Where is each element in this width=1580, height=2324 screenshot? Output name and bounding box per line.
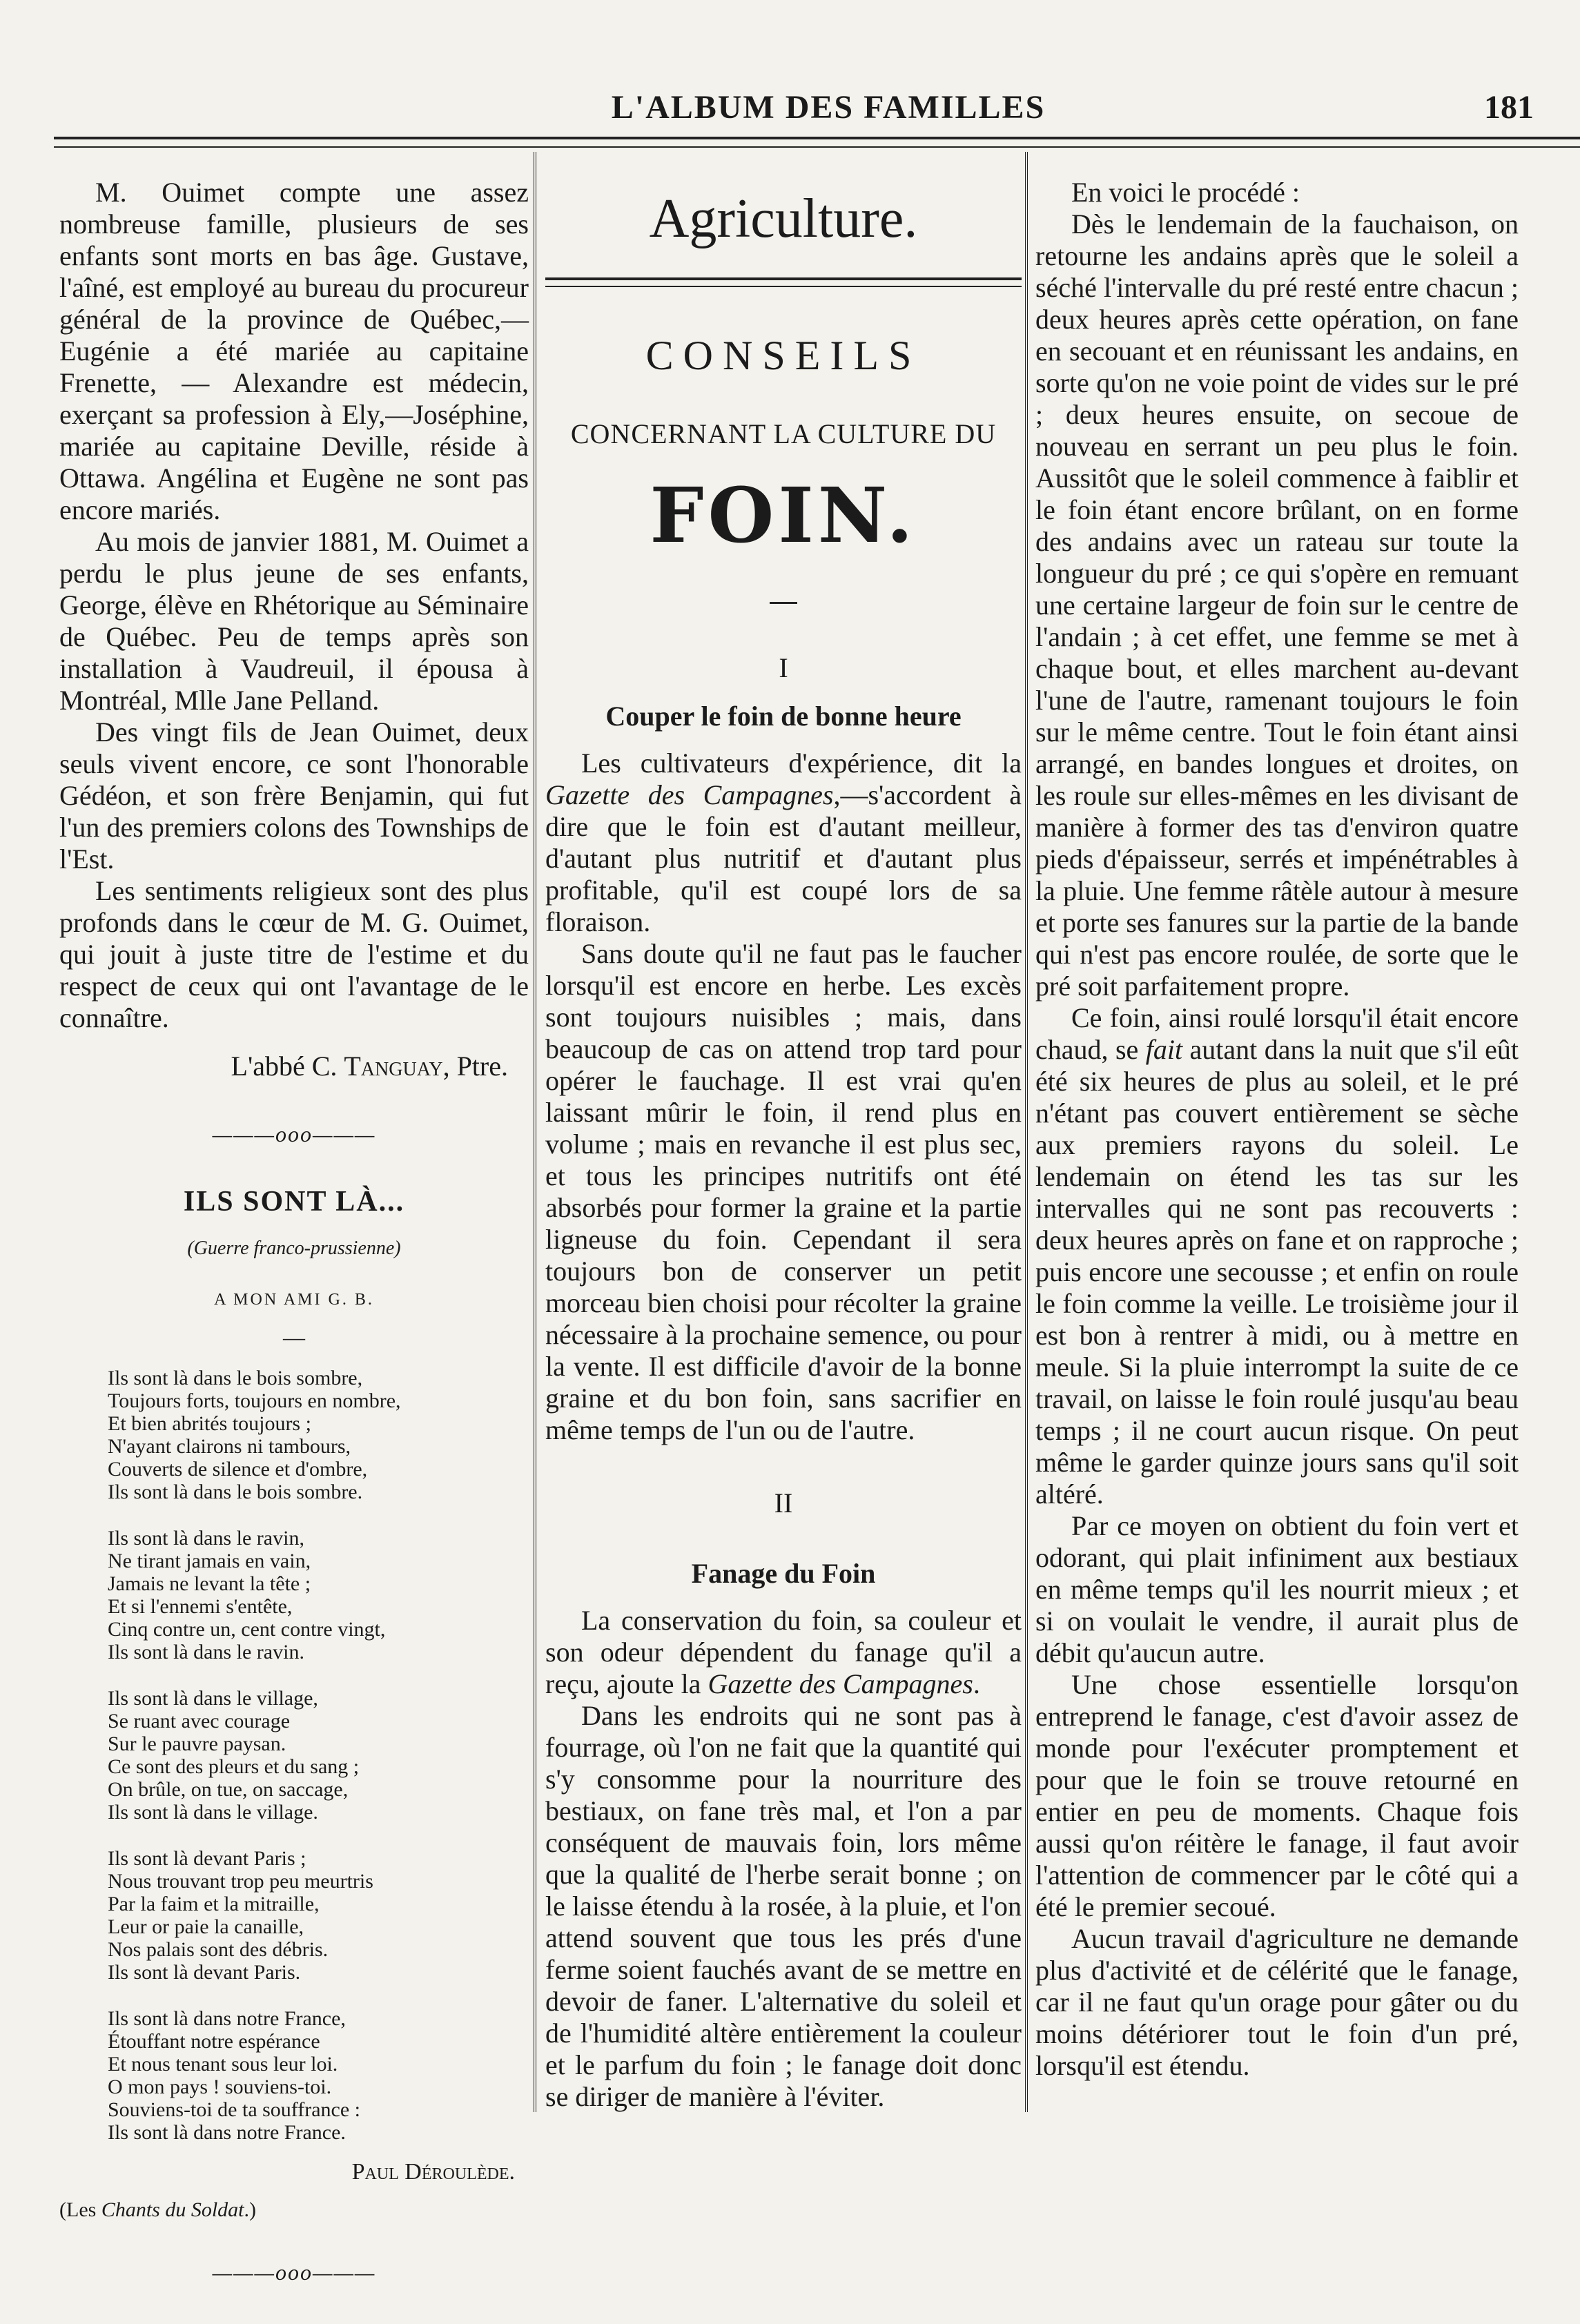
paragraph: En voici le procédé : bbox=[1071, 177, 1300, 208]
signature-prefix: L'abbé C. bbox=[231, 1051, 338, 1082]
poem-subtitle: (Guerre franco-prussienne) bbox=[187, 1238, 401, 1259]
header-rule-thin bbox=[54, 146, 1580, 148]
signature-name: Tanguay bbox=[344, 1051, 443, 1082]
verse: Ils sont là dans le bois sombre. bbox=[108, 1481, 363, 1503]
paragraph-text: Ce foin, ainsi roulé lorsqu'il était encore chaud, se bbox=[1035, 1002, 1519, 1065]
paragraph: Par ce moyen on obtient du foin vert et odorant, qui plait infiniment aux bestiaux en même temps qu'il les nourrit mieux ; et si on voulait le vendre, il aurait plus de débit qu'aucun autre. bbox=[1035, 1510, 1519, 1668]
verse: Ne tirant jamais en vain, bbox=[108, 1550, 311, 1572]
verse: Ce sont des pleurs et du sang ; bbox=[108, 1755, 360, 1778]
verse: Ils sont là devant Paris ; bbox=[108, 1847, 306, 1870]
verse: Ils sont là dans le ravin, bbox=[108, 1527, 304, 1550]
column-3 bbox=[1035, 177, 1519, 2082]
page-number: 181 bbox=[1484, 89, 1534, 126]
verse: Ils sont là devant Paris. bbox=[108, 1961, 301, 1984]
verse: Et nous tenant sous leur loi. bbox=[108, 2053, 338, 2076]
verse: O mon pays ! souviens-toi. bbox=[108, 2076, 332, 2098]
paragraph: Les sentiments religieux sont des plus profonds dans le cœur de M. G. Ouimet, qui jouit à juste titre de l'estime et du respect de ceux qui ont l'avantage de le connaître. bbox=[59, 875, 529, 1033]
paragraph-text: Les cultivateurs d'expérience, dit la bbox=[581, 748, 1022, 779]
stanza bbox=[108, 1687, 529, 1824]
poem-dedication: A MON AMI G. B. bbox=[214, 1291, 374, 1309]
verse: Cinq contre un, cent contre vingt, bbox=[108, 1618, 386, 1641]
paragraph: Dans les endroits qui ne sont pas à fourrage, où l'on ne fait que la quantité qui s'y consomme pour la nourriture des bestiaux, on fane très mal, et l'on a par conséquent de mauvais foin, lors même que la qualité de l'herbe serait bonne ; on le laisse étendu à la rosée, à la pluie, et l'on attend souvent que tous les prés d'une ferme soient fauchés avant de se mettre en devoir de faner. L'alternative du soleil et de l'humidité altère entièrement la couleur et le parfum du foin ; le fanage doit donc se diriger de manière à l'éviter. bbox=[545, 1700, 1022, 2112]
verse: On brûle, on tue, on saccage, bbox=[108, 1778, 349, 1801]
verse: Ils sont là dans le village, bbox=[108, 1687, 318, 1710]
paragraph bbox=[545, 748, 1022, 938]
verse: Couverts de silence et d'ombre, bbox=[108, 1458, 368, 1481]
verse: Et si l'ennemi s'entête, bbox=[108, 1595, 293, 1618]
paragraph-text: . bbox=[973, 1668, 980, 1699]
separator: ———ooo——— bbox=[212, 2260, 376, 2285]
column-1 bbox=[59, 177, 529, 2324]
column-divider-2 bbox=[1025, 152, 1030, 2112]
verse: Nous trouvant trop peu meurtris bbox=[108, 1870, 373, 1893]
verse: Ils sont là dans le village. bbox=[108, 1801, 318, 1824]
poem-source-title: Chants du Soldat bbox=[101, 2198, 244, 2221]
paragraph: M. Ouimet compte une assez nombreuse famille, plusieurs de ses enfants sont morts en bas âge. Gustave, l'aîné, est employé au bureau du procureur général de la province de Québec,—Eugénie a été mariée au capitaine Frenette, — Alexandre est médecin, exerçant sa profession à Ely,—Joséphine, mariée au capitaine Deville, réside à Ottawa. Angélina et Eugène ne sont pas encore mariés. bbox=[59, 177, 529, 525]
section-title: Agriculture. bbox=[649, 188, 918, 249]
verse: Et bien abrités toujours ; bbox=[108, 1412, 311, 1435]
verse: Nos palais sont des débris. bbox=[108, 1938, 329, 1961]
paragraph-text: La conservation du foin, sa couleur et son odeur dépendent du fanage qu'il a reçu, ajoute la bbox=[545, 1605, 1022, 1699]
paragraph bbox=[1035, 1002, 1519, 1510]
poem-author bbox=[59, 2156, 515, 2189]
verse: Ils sont là dans notre France, bbox=[108, 2007, 346, 2030]
paragraph: Des vingt fils de Jean Ouimet, deux seuls vivent encore, ce sont l'honorable Gédéon, et son frère Benjamin, qui fut l'un des premiers colons des Townships de l'Est. bbox=[59, 716, 529, 875]
part-heading: Fanage du Foin bbox=[691, 1558, 876, 1589]
signature-suffix: , Ptre. bbox=[442, 1051, 508, 1082]
column-divider-1 bbox=[534, 152, 538, 2112]
part-heading: Couper le foin de bonne heure bbox=[605, 701, 962, 732]
stanza bbox=[108, 2007, 529, 2144]
paragraph-text: ,—s'accordent à dire que le foin est d'autant meilleur, d'autant plus nutritif et d'autant plus profitable, qu'il est coupé lors de sa floraison. bbox=[545, 779, 1022, 937]
section-rule bbox=[545, 277, 1022, 280]
verse: Ils sont là dans le bois sombre, bbox=[108, 1367, 363, 1389]
article-title: CONSEILS bbox=[645, 333, 921, 378]
paragraph-text: autant dans la nuit que s'il eût été six heures de plus au soleil, et le pré n'étant pas couvert entièrement se sèche aux premiers rayons du soleil. Le lendemain on étend les tas sur les intervalles qui ne sont pas recouverts : deux heures après on fane et on rapproche ; puis encore une secousse ; et enfin on roule le foin comme la veille. Le troisième jour il est bon à rentrer à midi, ou à mettre en meule. Si la pluie interrompt la suite de ce travail, on laisse le foin roulé jusqu'au beau temps ; il ne court aucun risque. On peut même le garder quinze jours sans qu'il soit altéré. bbox=[1035, 1034, 1519, 1510]
article-signature bbox=[59, 1051, 508, 1082]
journal-title: Gazette des Campagnes bbox=[545, 779, 834, 810]
stanza bbox=[108, 1847, 529, 1984]
poem bbox=[108, 1367, 529, 2144]
header-rule bbox=[54, 137, 1580, 139]
verse: Par la faim et la mitraille, bbox=[108, 1893, 320, 1915]
paragraph: Une chose essentielle lorsqu'on entreprend le fanage, c'est d'avoir assez de monde pour l'exécuter promptement et pour que le foin se trouve retourné en entier en peu de moments. Chaque fois aussi qu'on réitère le fanage, il faut avoir l'attention de commencer par le côté qui a été le premier secoué. bbox=[1035, 1669, 1519, 1922]
poem-title: ILS SONT LÀ... bbox=[183, 1186, 405, 1218]
verse: Ils sont là dans notre France. bbox=[108, 2121, 346, 2144]
paragraph: Sans doute qu'il ne faut pas le faucher lorsqu'il est encore en herbe. Les excès sont toujours nuisibles ; mais, dans beaucoup de cas on attend trop tard pour opérer le fauchage. Il est vrai qu'en laissant mûrir le foin, il rend plus en volume ; mais en revanche il est plus sec, et tous les principes nutritifs ont été absorbés pour former la graine et la partie ligneuse du foin. Cependant il sera toujours bon de conserver un petit morceau bien choisi pour récolter la graine nécessaire à la prochaine semence, ou pour la vente. Il est difficile d'avoir de la bonne graine et du bon foin, sans sacrifier en même temps de l'un ou de l'autre. bbox=[545, 938, 1022, 1445]
part-numeral: I bbox=[779, 652, 788, 683]
verse: Jamais ne levant la tête ; bbox=[108, 1572, 311, 1595]
emphasis: fait bbox=[1145, 1034, 1183, 1065]
verse: Se ruant avec courage bbox=[108, 1710, 291, 1732]
column-2 bbox=[545, 177, 1022, 2113]
journal-title: Gazette des Campagnes bbox=[708, 1668, 973, 1699]
separator: ———ooo——— bbox=[212, 1122, 376, 1146]
article-subtitle: CONCERNANT LA CULTURE DU bbox=[570, 418, 997, 449]
poem-source-open: (Les bbox=[59, 2198, 101, 2221]
verse: Ils sont là dans le ravin. bbox=[108, 1641, 304, 1663]
verse: Toujours forts, toujours en nombre, bbox=[108, 1389, 401, 1412]
paragraph: Au mois de janvier 1881, M. Ouimet a perdu le plus jeune de ses enfants, George, élève en Rhétorique au Séminaire de Québec. Peu de temps après son installation à Vaudreuil, il épousa à Montréal, Mlle Jane Pelland. bbox=[59, 526, 529, 716]
verse: N'ayant clairons ni tambours, bbox=[108, 1435, 351, 1458]
verse: Souviens-toi de ta souffrance : bbox=[108, 2098, 361, 2121]
part-numeral: II bbox=[774, 1487, 793, 1519]
verse: Étouffant notre espérance bbox=[108, 2030, 320, 2053]
verse: Sur le pauvre paysan. bbox=[108, 1732, 286, 1755]
section-rule-thin bbox=[545, 286, 1022, 287]
poem-source bbox=[59, 2194, 529, 2226]
article-title-word: FOIN. bbox=[650, 471, 917, 560]
poem-dash: — bbox=[283, 1325, 305, 1349]
verse: Leur or paie la canaille, bbox=[108, 1915, 304, 1938]
paragraph: Dès le lendemain de la fauchaison, on retourne les andains après que le soleil a séché l'intervalle du pré resté entre chacun ; deux heures après cette opération, on fane en secouant et en réunissant les andains, en sorte qu'on ne voie point de vides sur le pré ; deux heures ensuite, on secoue de nouveau en serrant un peu plus le foin. Aussitôt que le soleil commence à faiblir et le foin étant encore brûlant, on en forme des andains avec un rateau sur toute la longueur du pré ; ce qui s'opère en remuant une certaine largeur de foin sur le centre de l'andain ; à cet effet, une femme se met à chaque bout, et elles marchent au-devant l'une de l'autre, ramenant toujours le foin sur le même centre. Tout le foin étant ainsi arrangé, en bandes longues et droites, on les roule sur elles-mêmes en les divisant de manière à former des tas d'environ quatre pieds d'épaisseur, serrés et impénétrables à la pluie. Une femme râtèle autour à mesure et porte ses fanures sur la partie de la bande qui n'est pas encore roulée, de sorte que le pré soit parfaitement propre. bbox=[1035, 208, 1519, 1002]
poem-source-close: .) bbox=[244, 2198, 257, 2221]
paragraph: Aucun travail d'agriculture ne demande plus d'activité et de célérité que le fanage, car il ne faut qu'un orage pour gâter ou du moins détériorer tout le foin d'un pré, lorsqu'il est étendu. bbox=[1035, 1923, 1519, 2081]
title-rule bbox=[770, 602, 797, 604]
stanza bbox=[108, 1367, 529, 1503]
paragraph bbox=[545, 1605, 1022, 1700]
stanza bbox=[108, 1527, 529, 1663]
poem-author-name: Paul Déroulède. bbox=[351, 2159, 515, 2185]
running-title: L'ALBUM DES FAMILLES bbox=[611, 89, 1046, 126]
